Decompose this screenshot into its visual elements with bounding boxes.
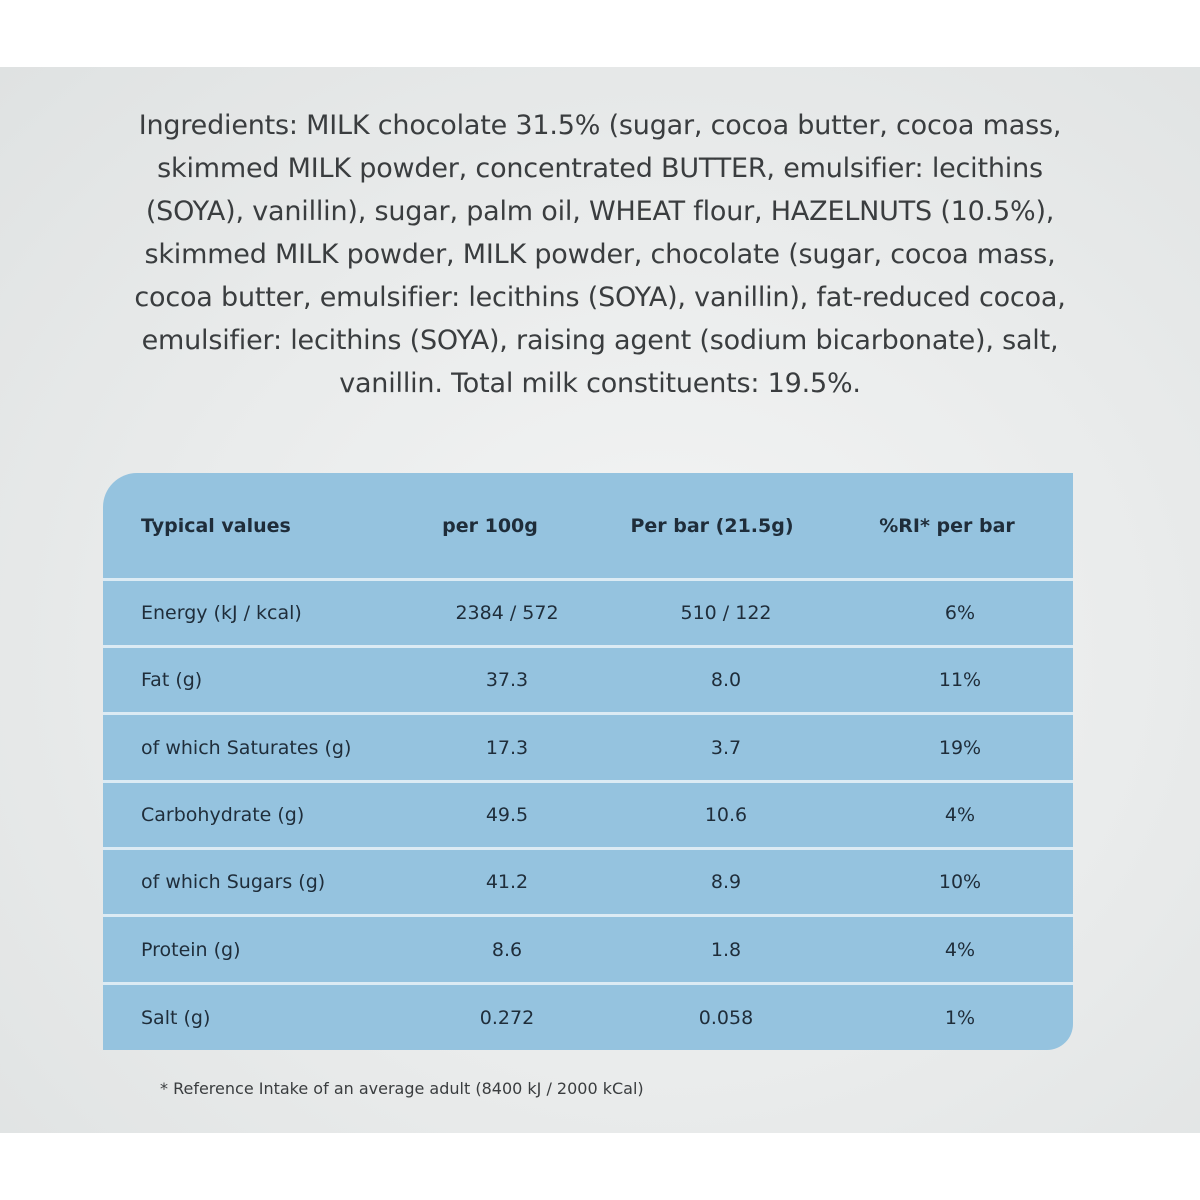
table-row <box>103 648 1073 712</box>
nutrient-label: Fat (g) <box>141 669 203 691</box>
value-per-100g: 37.3 <box>485 669 529 691</box>
ingredients-line: Ingredients: MILK chocolate 31.5% (sugar, cocoa butter, cocoa mass, <box>138 110 1062 141</box>
value-ri: 4% <box>944 938 976 961</box>
table-header-row <box>103 473 1073 578</box>
ingredients-line: emulsifier: lecithins (SOYA), raising agent (sodium bicarbonate), salt, <box>141 325 1059 356</box>
value-per-bar: 10.6 <box>704 804 748 826</box>
value-per-100g: 17.3 <box>485 736 529 759</box>
table-row <box>103 581 1073 645</box>
nutrient-label: Salt (g) <box>141 1006 211 1029</box>
value-ri: 10% <box>938 871 982 893</box>
nutrient-label: Energy (kJ / kcal) <box>141 602 302 624</box>
value-ri: 4% <box>944 804 976 826</box>
nutrient-label: of which Sugars (g) <box>141 871 326 893</box>
value-per-bar: 1.8 <box>710 938 742 961</box>
value-per-bar: 3.7 <box>710 736 742 759</box>
table-row <box>103 850 1073 914</box>
value-per-100g: 8.6 <box>491 938 523 961</box>
value-ri: 6% <box>944 602 976 624</box>
value-ri: 1% <box>944 1006 976 1029</box>
ingredients-line: (SOYA), vanillin), sugar, palm oil, WHEAT flour, HAZELNUTS (10.5%), <box>145 196 1055 227</box>
value-per-100g: 0.272 <box>479 1006 535 1029</box>
value-per-100g: 2384 / 572 <box>455 602 559 624</box>
ingredients-text <box>120 104 1080 405</box>
table-row <box>103 783 1073 847</box>
nutrient-label: Protein (g) <box>141 938 241 961</box>
value-ri: 11% <box>938 669 982 691</box>
header-ri-per-bar: %RI* per bar <box>879 514 1015 537</box>
value-ri: 19% <box>938 736 982 759</box>
nutrient-label: Carbohydrate (g) <box>141 804 305 826</box>
table-row <box>103 985 1073 1050</box>
header-per-100g: per 100g <box>442 514 538 537</box>
nutrient-label: of which Saturates (g) <box>141 736 352 759</box>
header-typical-values: Typical values <box>141 514 291 537</box>
value-per-bar: 8.9 <box>710 871 742 893</box>
value-per-100g: 41.2 <box>485 871 529 893</box>
table-row <box>103 917 1073 982</box>
value-per-100g: 49.5 <box>485 804 529 826</box>
reference-intake-footnote: * Reference Intake of an average adult (8400 kJ / 2000 kCal) <box>160 1079 644 1098</box>
value-per-bar: 510 / 122 <box>680 602 772 624</box>
nutrition-table <box>103 473 1073 1050</box>
ingredients-line: cocoa butter, emulsifier: lecithins (SOYA), vanillin), fat-reduced cocoa, <box>134 282 1066 313</box>
value-per-bar: 0.058 <box>698 1006 754 1029</box>
ingredients-line: skimmed MILK powder, MILK powder, chocolate (sugar, cocoa mass, <box>144 239 1056 270</box>
table-row <box>103 715 1073 780</box>
ingredients-line: skimmed MILK powder, concentrated BUTTER, emulsifier: lecithins <box>157 153 1043 184</box>
header-per-bar: Per bar (21.5g) <box>630 514 794 537</box>
ingredients-line: vanillin. Total milk constituents: 19.5%. <box>339 368 861 399</box>
value-per-bar: 8.0 <box>710 669 742 691</box>
